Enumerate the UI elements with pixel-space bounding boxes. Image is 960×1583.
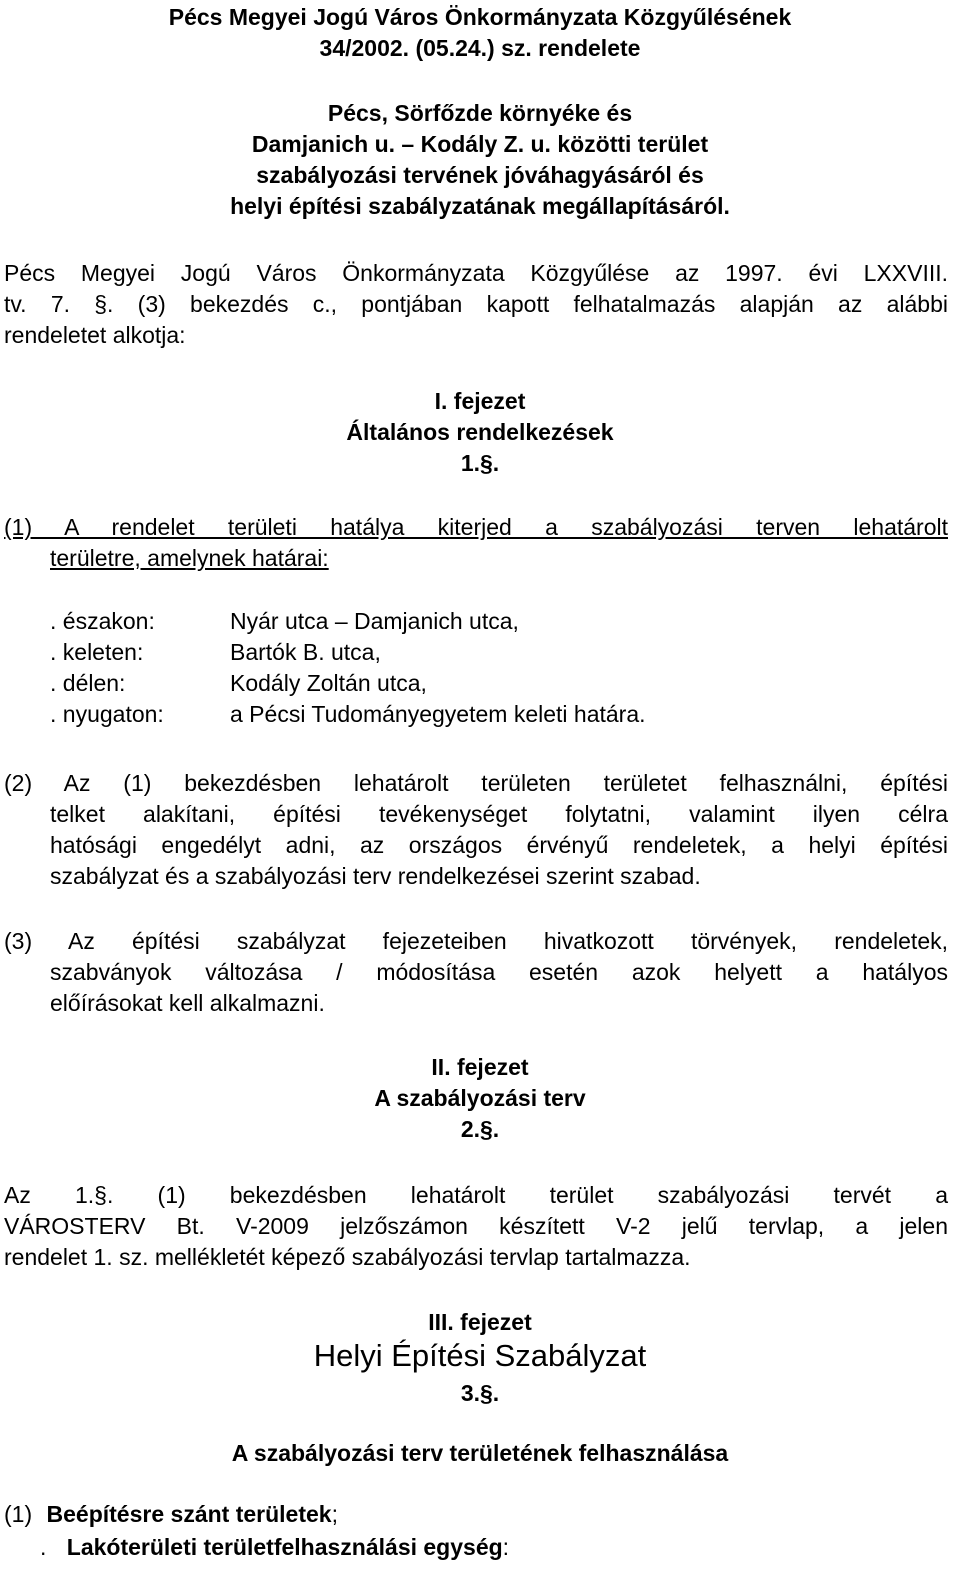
section-1-number: 1.§. — [460, 450, 500, 476]
paragraph-3-line-2: szabványok változása / módosítása esetén azok helyett a hatályos — [50, 959, 948, 985]
item-1-text: Beépítésre szánt területek — [46, 1501, 332, 1527]
preamble-line-2: tv. 7. §. (3) bekezdés c., pontjában kapott felhatalmazás alapján az alábbi — [4, 291, 948, 317]
chapter-2-number: II. fejezet — [431, 1054, 529, 1080]
boundary-value: Nyár utca – Damjanich utca, — [230, 608, 519, 634]
boundary-list — [50, 606, 850, 736]
section-2-paragraph — [4, 1180, 948, 1273]
item-1-tail: ; — [331, 1501, 338, 1527]
preamble-line-3: rendeletet alkotja: — [4, 322, 186, 348]
item-2-tail: : — [502, 1534, 510, 1560]
section-1-paragraph-3 — [4, 926, 948, 1019]
boundary-label: . keleten: — [50, 639, 144, 665]
subject-line-2: Damjanich u. – Kodály Z. u. közötti terület — [251, 131, 709, 157]
title-line-2: 34/2002. (05.24.) sz. rendelete — [319, 35, 641, 61]
item-1-number: (1) — [4, 1501, 33, 1527]
paragraph-2-line-2: telket alakítani, építési tevékenységet folytatni, valamint ilyen célra — [50, 801, 948, 827]
section-3-item-2 — [40, 1532, 509, 1563]
paragraph-3-line-3: előírásokat kell alkalmazni. — [50, 990, 325, 1016]
paragraph-1-line-1: (1) A rendelet területi hatálya kiterjed a szabályozási terven lehatárolt — [4, 514, 948, 540]
preamble — [4, 258, 948, 351]
paragraph-1-line-2: területre, amelynek határai: — [50, 545, 329, 571]
chapter-1-heading — [0, 386, 960, 479]
item-2-text: Lakóterületi területfelhasználási egység — [66, 1534, 503, 1560]
chapter-2-heading — [0, 1052, 960, 1145]
boundary-label: . északon: — [50, 608, 155, 634]
title-line-1: Pécs Megyei Jogú Város Önkormányzata Közgyűlésének — [168, 4, 792, 30]
section-2-line-2: VÁROSTERV Bt. V-2009 jelzőszámon készített V-2 jelű tervlap, a jelen — [4, 1213, 948, 1239]
subject-line-1: Pécs, Sörfőzde környéke és — [327, 100, 633, 126]
section-2-line-3: rendelet 1. sz. mellékletét képező szabályozási tervlap tartalmazza. — [4, 1244, 691, 1270]
item-2-bullet: . — [40, 1534, 47, 1560]
section-3-number: 3.§. — [460, 1380, 500, 1406]
subject-line-4: helyi építési szabályzatának megállapításáról. — [230, 193, 730, 219]
paragraph-2-line-3: hatósági engedélyt adni, az országos érvényű rendeletek, a helyi építési — [50, 832, 948, 858]
boundary-label: . nyugaton: — [50, 701, 164, 727]
section-2-line-1: Az 1.§. (1) bekezdésben lehatárolt terület szabályozási tervét a — [4, 1182, 948, 1208]
section-3-item-1 — [4, 1499, 338, 1530]
preamble-line-1: Pécs Megyei Jogú Város Önkormányzata Közgyűlése az 1997. évi LXXVIII. — [4, 260, 948, 286]
paragraph-2-line-1: (2) Az (1) bekezdésben lehatárolt területen területet felhasználni, építési — [4, 770, 948, 796]
section-3-subtitle: A szabályozási terv területének felhasználása — [231, 1440, 729, 1466]
chapter-3-title: Helyi Építési Szabályzat — [313, 1338, 647, 1373]
boundary-value: Kodály Zoltán utca, — [230, 670, 427, 696]
boundary-value: a Pécsi Tudományegyetem keleti határa. — [230, 701, 646, 727]
chapter-1-title: Általános rendelkezések — [346, 419, 614, 445]
chapter-2-title: A szabályozási terv — [374, 1085, 586, 1111]
document-title — [0, 2, 960, 64]
boundary-label: . délen: — [50, 670, 126, 696]
section-1-paragraph-1 — [4, 512, 948, 574]
document-subject — [0, 98, 960, 222]
section-2-number: 2.§. — [460, 1116, 500, 1142]
section-1-paragraph-2 — [4, 768, 948, 892]
subject-line-3: szabályozási tervének jóváhagyásáról és — [256, 162, 704, 188]
chapter-3-number: III. fejezet — [428, 1309, 532, 1335]
chapter-1-number: I. fejezet — [434, 388, 526, 414]
paragraph-3-line-1: (3) Az építési szabályzat fejezeteiben hivatkozott törvények, rendeletek, — [4, 928, 948, 954]
boundary-value: Bartók B. utca, — [230, 639, 381, 665]
paragraph-2-line-4: szabályzat és a szabályozási terv rendelkezései szerint szabad. — [50, 863, 701, 889]
